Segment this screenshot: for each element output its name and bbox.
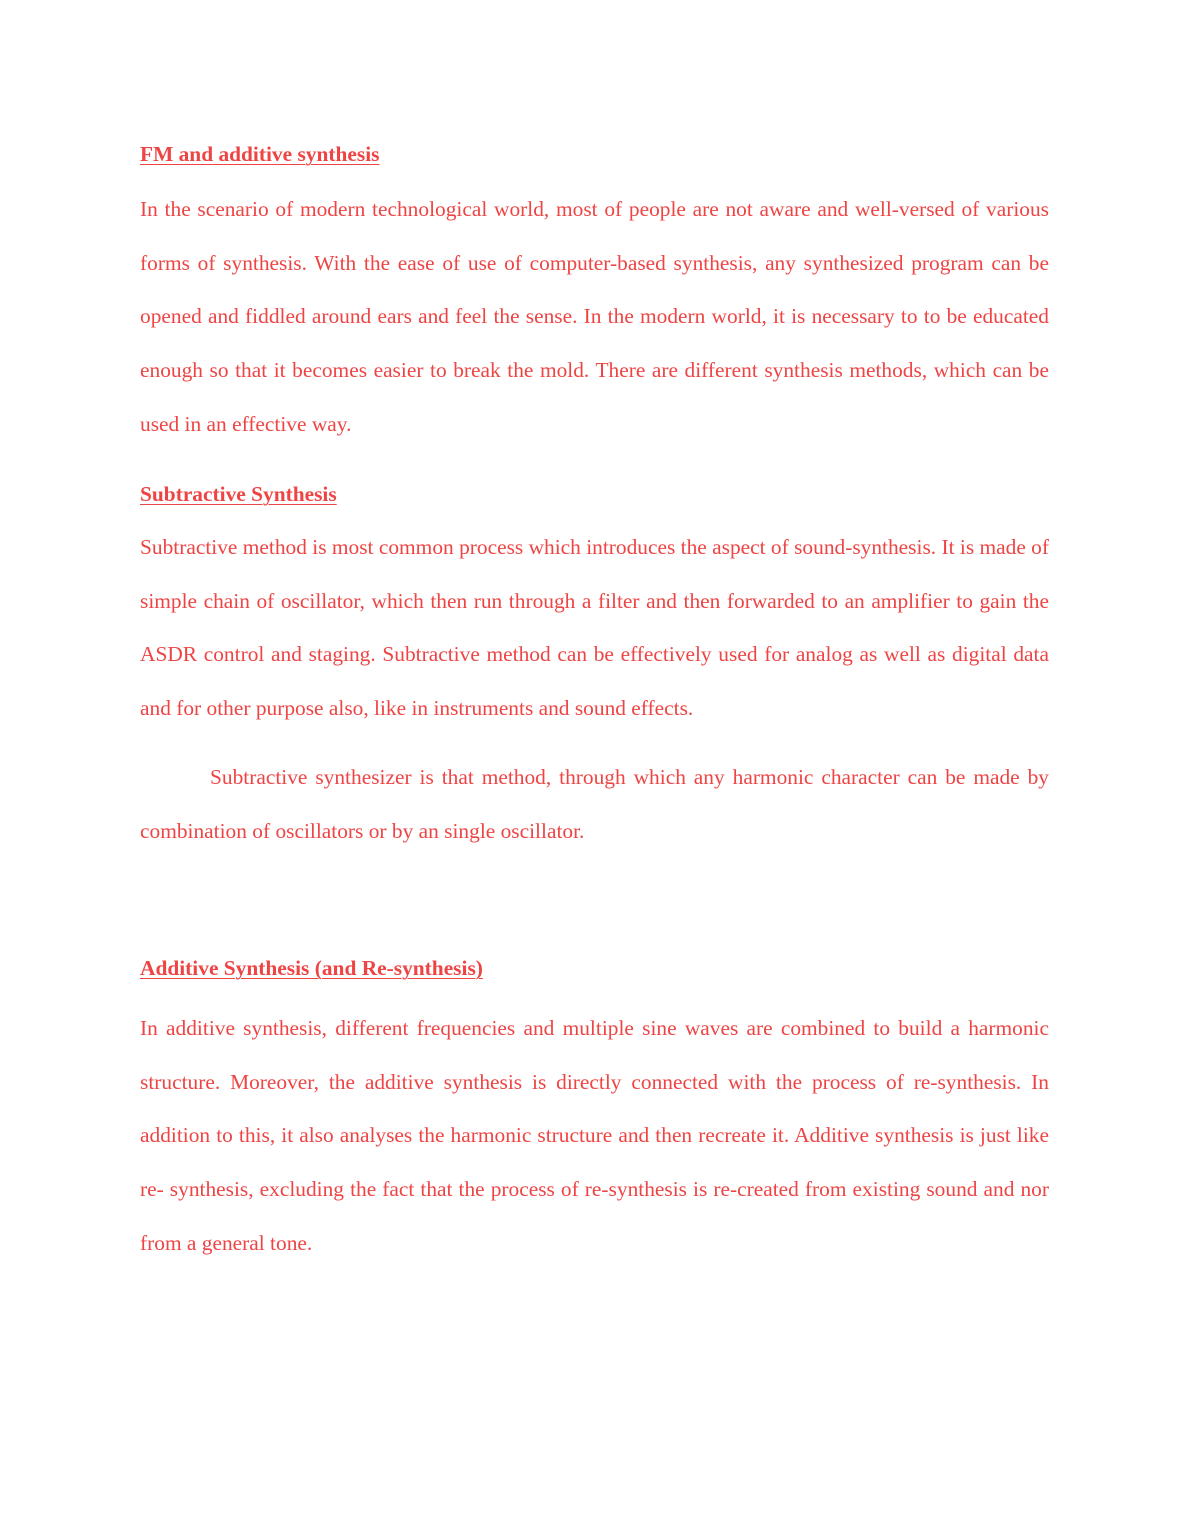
fm-additive-heading: FM and additive synthesis [140, 142, 380, 166]
subtractive-paragraph-1: Subtractive method is most common process which introduces the aspect of sound-synthesis. It is made of simple chain of oscillator, which then run through a filter and then forwarded to an amplifier to gain the ASDR control and staging. Subtractive method can be effectively used for analog as well as digital data and for other purpose also, like in instruments and sound effects. [140, 535, 1049, 721]
subtractive-paragraph-2: Subtractive synthesizer is that method, through which any harmonic character can be made by combination of oscillators or by an single oscillator. [140, 765, 1049, 843]
fm-intro-paragraph: In the scenario of modern technological world, most of people are not aware and well-versed of various forms of synthesis. With the ease of use of computer-based synthesis, any synthesized program can be opened and fiddled around ears and feel the sense. In the modern world, it is necessary to to be educated enough so that it becomes easier to break the mold. There are different synthesis methods, which can be used in an effective way. [140, 197, 1049, 436]
additive-paragraph: In additive synthesis, different frequencies and multiple sine waves are combined to build a harmonic structure. Moreover, the additive synthesis is directly connected with the process of re-synthesis. In addition to this, it also analyses the harmonic structure and then recreate it. Additive synthesis is just like re- synthesis, excluding the fact that the process of re-synthesis is re-created from existing sound and nor from a general tone. [140, 1016, 1049, 1255]
subtractive-synthesis-heading: Subtractive Synthesis [140, 482, 337, 506]
additive-synthesis-heading: Additive Synthesis (and Re-synthesis) [140, 956, 483, 980]
